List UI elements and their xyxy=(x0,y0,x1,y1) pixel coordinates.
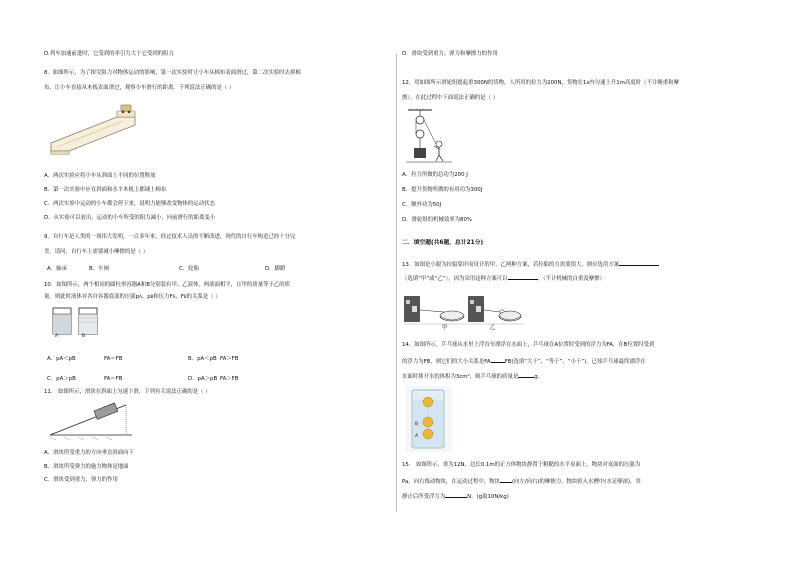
q13-stem-line2: （选填“甲”或“乙”），因为采用这种方案可以 。（不计机械的自重及摩擦） xyxy=(402,276,605,282)
q8-stem-line1: 8．如图所示，为了探究阻力对物体运动的影响，第一次实验时让小车从棉布表面滑过，第二次实验时去掉棉 xyxy=(44,70,301,76)
q15-stem-line3: 静止后所受浮力为 N。(g取10N/kg) xyxy=(402,494,509,500)
q14-beaker-pingpong-figure xyxy=(406,386,452,452)
q11-option-c: C．滑块受到重力、弹力的作用 xyxy=(44,477,118,483)
q9-option-a: A．轴承 xyxy=(47,266,67,272)
column-divider xyxy=(396,54,397,512)
q11-option-a: A．滑块所受重力的方向垂直斜面向下 xyxy=(44,450,134,456)
q12-option-a: A．拉力所做的总功为200 J xyxy=(402,172,468,178)
q8-incline-cart-figure xyxy=(47,103,139,155)
q7-option-d: D.列车加速前进时，它受到的牵引力大于它受到的阻力 xyxy=(44,51,174,57)
q8-option-a: A．两次实验应将小车从斜面上不同的位置释放 xyxy=(44,173,156,179)
q10-figure-label-a: A xyxy=(55,334,59,339)
q8-option-b: B．第一次实验中应在斜面和水平木板上都铺上棉布 xyxy=(44,187,167,193)
q15-stem-line2: Pa。向右推动物块，在运动过程中，物块 (向左/向右)的摩擦力。物块掉入水槽中(水足够深)，其 xyxy=(402,479,641,485)
q10-option-d-pressure: D．pA＞pB xyxy=(188,376,218,382)
q8-stem-line2: 布，让小车直接从木板表面滑过，观察小车滑行的距离．下列说法正确的是（ ） xyxy=(44,85,235,91)
q9-stem-line1: 9．自行车是人类的一项伟大发明，一百多年来，经过技术人员的不断改进，现代的自行车构造已经十分完 xyxy=(44,234,296,240)
q13-label-yi: 乙 xyxy=(490,325,496,331)
q11-option-b: B．滑块所受弹力的施力物体是地面 xyxy=(44,464,129,470)
q10-figure-label-b: B xyxy=(82,334,86,339)
q8-option-c: C．两次实验中运动的小车都会停下来，说明力能够改变物体的运动状态 xyxy=(44,201,215,207)
q10-option-c-force: FA＝FB xyxy=(104,376,123,382)
q9-stem-line2: 美。请问，自行车上需要减小摩擦的是（ ） xyxy=(44,249,149,255)
q11-option-d: D．滑块受到重力、弹力和摩擦力的作用 xyxy=(402,51,498,57)
q9-option-c: C．轮胎 xyxy=(179,266,199,272)
q10-stem-line2: 量。则此时液体对各自容器底部的压强pA、pB和压力FA、FB的关系是（ ） xyxy=(44,294,221,300)
q10-stem-line1: 10．如图所示，两个相同的圆柱形容器A和B分别装有甲、乙液体，两液面相平，且甲的质量等于乙的质 xyxy=(44,282,291,288)
q14-stem-line2: 的浮力为FB，则它们的大小关系是FA FB(选填“大于”、“等于”、“小于”)。已知乒乓球最终漂浮在 xyxy=(402,359,646,365)
q12-stem-line2: 擦），在此过程中下面说法正确的是（ ） xyxy=(402,95,499,101)
q12-option-b: B．提升货物所做的有用功为300J xyxy=(402,187,483,193)
q13-boat-pulling-figure xyxy=(404,290,524,334)
q10-option-a-pressure: A．pA＜pB xyxy=(47,356,76,362)
q12-option-c: C．额外功为50J xyxy=(402,202,442,208)
q13-label-jia: 甲 xyxy=(442,325,448,331)
q14-label-b: B xyxy=(415,422,419,427)
q13-stem-line1: 13．如图是小聪为拉船靠岸而设计的甲、乙两种方案，若拉船的力需要很大，则应选用方案 xyxy=(402,260,659,269)
q9-option-b: B．车闸 xyxy=(89,266,109,272)
q14-stem-line3: 水面时排开水的体积为3cm³，则乒乓球的质量是 g。 xyxy=(402,374,544,380)
section-fill-in-title: 二．填空题(共6题，总计21分) xyxy=(402,240,484,246)
q14-label-a: A xyxy=(415,434,419,439)
q12-stem-line1: 12．用如图所示滑轮组提起重300N的货物，人所用的拉力为200N，货物在1s内匀速上升1m高度时（不计绳重和摩 xyxy=(402,80,679,86)
q9-option-d: D．脚蹬 xyxy=(265,266,286,272)
q11-incline-block-figure xyxy=(48,401,134,441)
q14-stem-line1: 14．如图所示，乒乓球从水里上浮直至漂浮在水面上，乒乓球在A位置时受到的浮力为FA，在B位置时受到 xyxy=(402,342,655,348)
q10-option-c-pressure: C．pA＞pB xyxy=(47,376,76,382)
q8-option-d: D．从实验可以看出，运动的小车所受的阻力减小，向前滑行的距离变小 xyxy=(44,215,216,221)
q15-stem-line1: 15． 如图所示，重为12N、边长0.1m的正方体物块静置于粗糙的水平桌面上，物块对桌面的压强为 xyxy=(402,462,641,468)
q11-stem: 11． 如图所示，滑块在斜面上匀速下滑，下列有关说法正确的是（ ） xyxy=(44,389,211,395)
q10-option-a-force: FA＝FB xyxy=(104,356,123,362)
q12-pulley-system-figure xyxy=(406,108,454,164)
q12-option-d: D．滑轮组的机械效率为80% xyxy=(402,217,473,223)
q10-option-b-force: FA＞FB xyxy=(220,356,239,362)
q10-option-d-force: FA＞FB xyxy=(220,376,239,382)
q10-option-b-pressure: B．pA＜pB xyxy=(188,356,217,362)
